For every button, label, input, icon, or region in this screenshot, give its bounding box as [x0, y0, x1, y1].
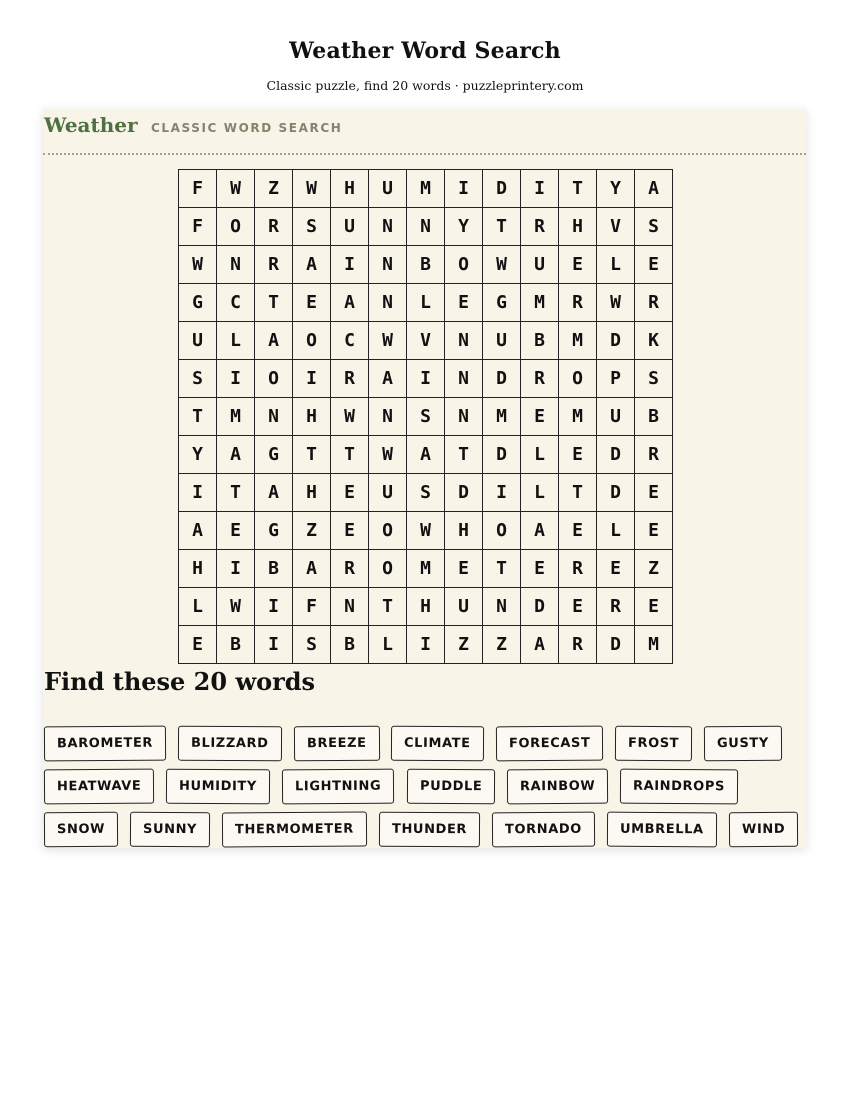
grid-cell[interactable]: A [255, 474, 293, 512]
grid-cell[interactable]: V [597, 208, 635, 246]
grid-cell[interactable]: N [445, 360, 483, 398]
word-chip[interactable]: SUNNY [130, 812, 210, 847]
grid-cell[interactable]: R [521, 360, 559, 398]
grid-cell[interactable]: B [635, 398, 673, 436]
grid-cell[interactable]: T [217, 474, 255, 512]
grid-cell[interactable]: N [369, 398, 407, 436]
word-chip[interactable]: WIND [729, 812, 798, 847]
word-chip[interactable]: LIGHTNING [282, 769, 394, 805]
grid-cell[interactable]: G [179, 284, 217, 322]
grid-cell[interactable]: E [559, 436, 597, 474]
word-chip[interactable]: RAINBOW [507, 769, 609, 805]
grid-cell[interactable]: U [597, 398, 635, 436]
grid-cell[interactable]: E [597, 550, 635, 588]
grid-cell[interactable]: H [179, 550, 217, 588]
word-chip[interactable]: THERMOMETER [222, 811, 367, 847]
grid-cell[interactable]: O [293, 322, 331, 360]
grid-cell[interactable]: S [293, 626, 331, 664]
puzzle-title: Weather [44, 113, 138, 137]
grid-cell[interactable]: D [597, 436, 635, 474]
grid-cell[interactable]: I [407, 626, 445, 664]
grid-cell[interactable]: O [483, 512, 521, 550]
grid-cell[interactable]: D [483, 360, 521, 398]
grid-cell[interactable]: N [331, 588, 369, 626]
grid-cell[interactable]: S [407, 398, 445, 436]
grid-cell[interactable]: E [559, 588, 597, 626]
grid-cell[interactable]: E [521, 550, 559, 588]
grid-cell[interactable]: N [369, 246, 407, 284]
grid-cell[interactable]: N [407, 208, 445, 246]
grid-cell[interactable]: S [293, 208, 331, 246]
grid-cell[interactable]: L [217, 322, 255, 360]
word-row [44, 726, 806, 761]
word-row [44, 769, 806, 804]
grid-cell[interactable]: D [445, 474, 483, 512]
grid-cell[interactable]: I [331, 246, 369, 284]
grid-cell[interactable]: L [369, 626, 407, 664]
word-chip[interactable]: BLIZZARD [178, 726, 282, 762]
grid-cell[interactable]: I [217, 550, 255, 588]
word-list [44, 726, 806, 855]
grid-cell[interactable]: N [255, 398, 293, 436]
grid-cell[interactable]: B [255, 550, 293, 588]
word-chip[interactable]: FORECAST [496, 726, 604, 762]
grid-cell[interactable]: T [483, 550, 521, 588]
grid-cell[interactable]: R [331, 360, 369, 398]
grid-cell[interactable]: H [293, 398, 331, 436]
grid-cell[interactable]: N [445, 398, 483, 436]
grid-cell[interactable]: M [483, 398, 521, 436]
grid-cell[interactable]: R [255, 208, 293, 246]
grid-cell[interactable]: S [635, 360, 673, 398]
grid-cell[interactable]: W [331, 398, 369, 436]
grid-cell[interactable]: O [445, 246, 483, 284]
grid-cell[interactable]: E [559, 512, 597, 550]
grid-cell[interactable]: A [521, 512, 559, 550]
grid-cell[interactable]: U [483, 322, 521, 360]
grid-cell[interactable]: G [483, 284, 521, 322]
grid-cell[interactable]: E [445, 284, 483, 322]
grid-cell[interactable]: R [521, 208, 559, 246]
word-chip[interactable]: RAINDROPS [620, 769, 738, 805]
grid-cell[interactable]: O [255, 360, 293, 398]
word-chip[interactable]: GUSTY [704, 726, 782, 762]
grid-cell[interactable]: M [407, 550, 445, 588]
grid-cell[interactable]: Z [445, 626, 483, 664]
grid-cell[interactable]: H [293, 474, 331, 512]
grid-cell[interactable]: I [217, 360, 255, 398]
grid-cell[interactable]: T [331, 436, 369, 474]
grid-cell[interactable]: H [445, 512, 483, 550]
grid-cell[interactable]: D [597, 322, 635, 360]
word-chip[interactable]: CLIMATE [391, 726, 484, 762]
grid-cell[interactable]: Z [483, 626, 521, 664]
grid-cell[interactable]: R [597, 588, 635, 626]
grid-cell[interactable]: Z [293, 512, 331, 550]
grid-cell[interactable]: I [293, 360, 331, 398]
grid-cell[interactable]: M [521, 284, 559, 322]
grid-cell[interactable]: E [331, 474, 369, 512]
grid-cell[interactable]: A [369, 360, 407, 398]
header-divider [43, 153, 806, 155]
grid-cell[interactable]: Y [179, 436, 217, 474]
grid-cell[interactable]: Y [445, 208, 483, 246]
grid-cell[interactable]: G [255, 512, 293, 550]
grid-cell[interactable]: L [407, 284, 445, 322]
grid-cell[interactable]: A [521, 626, 559, 664]
grid-cell[interactable]: U [521, 246, 559, 284]
grid-cell[interactable]: A [293, 246, 331, 284]
grid-cell[interactable]: N [483, 588, 521, 626]
grid-cell[interactable]: O [369, 550, 407, 588]
grid-cell[interactable]: T [293, 436, 331, 474]
grid-cell[interactable]: E [559, 246, 597, 284]
grid-cell[interactable]: W [369, 436, 407, 474]
word-chip[interactable]: BAROMETER [44, 726, 166, 762]
grid-cell[interactable]: S [179, 360, 217, 398]
grid-cell[interactable]: F [179, 208, 217, 246]
letter-grid [178, 169, 673, 664]
grid-cell[interactable]: T [559, 474, 597, 512]
grid-cell[interactable]: R [635, 284, 673, 322]
grid-cell[interactable]: A [407, 436, 445, 474]
grid-cell[interactable]: E [521, 398, 559, 436]
grid-cell[interactable]: L [521, 474, 559, 512]
puzzle-type-label: CLASSIC WORD SEARCH [151, 121, 343, 135]
grid-cell[interactable]: U [369, 474, 407, 512]
grid-cell[interactable]: I [179, 474, 217, 512]
grid-cell[interactable]: I [445, 170, 483, 208]
grid-cell[interactable]: B [331, 626, 369, 664]
word-list-heading: Find these 20 words [44, 667, 316, 696]
grid-cell[interactable]: R [331, 550, 369, 588]
grid-cell[interactable]: D [521, 588, 559, 626]
grid-cell[interactable]: A [179, 512, 217, 550]
grid-cell[interactable]: R [255, 246, 293, 284]
grid-cell[interactable]: M [407, 170, 445, 208]
grid-cell[interactable]: B [217, 626, 255, 664]
grid-cell[interactable]: E [331, 512, 369, 550]
word-chip[interactable]: BREEZE [293, 726, 379, 762]
grid-cell[interactable]: W [369, 322, 407, 360]
grid-cell[interactable]: T [179, 398, 217, 436]
grid-cell[interactable]: R [635, 436, 673, 474]
grid-cell[interactable]: O [369, 512, 407, 550]
grid-cell[interactable]: O [217, 208, 255, 246]
grid-cell[interactable]: R [559, 550, 597, 588]
grid-cell[interactable]: M [559, 322, 597, 360]
grid-cell[interactable]: S [635, 208, 673, 246]
word-chip[interactable]: PUDDLE [406, 769, 495, 805]
grid-cell[interactable]: M [635, 626, 673, 664]
word-chip[interactable]: TORNADO [492, 812, 595, 848]
grid-cell[interactable]: H [407, 588, 445, 626]
grid-cell[interactable]: M [217, 398, 255, 436]
grid-cell[interactable]: E [635, 512, 673, 550]
panel-header [43, 109, 806, 153]
grid-cell[interactable]: H [331, 170, 369, 208]
grid-cell[interactable]: B [521, 322, 559, 360]
grid-cell[interactable]: B [407, 246, 445, 284]
grid-cell[interactable]: K [635, 322, 673, 360]
grid-cell[interactable]: E [445, 550, 483, 588]
grid-cell[interactable]: I [255, 626, 293, 664]
puzzle-panel [43, 109, 806, 848]
word-chip[interactable]: HUMIDITY [166, 769, 270, 805]
grid-cell[interactable]: L [179, 588, 217, 626]
page-title: Weather Word Search [289, 38, 561, 64]
grid-cell[interactable]: O [559, 360, 597, 398]
grid-cell[interactable]: I [483, 474, 521, 512]
grid-cell[interactable]: E [635, 588, 673, 626]
grid-cell[interactable]: W [483, 246, 521, 284]
grid-cell[interactable]: S [407, 474, 445, 512]
grid-cell[interactable]: W [597, 284, 635, 322]
grid-cell[interactable]: Z [635, 550, 673, 588]
grid-cell[interactable]: N [369, 284, 407, 322]
grid-cell[interactable]: N [445, 322, 483, 360]
grid-cell[interactable]: L [597, 512, 635, 550]
grid-cell[interactable]: T [445, 436, 483, 474]
grid-cell[interactable]: V [407, 322, 445, 360]
grid-cell[interactable]: P [597, 360, 635, 398]
grid-cell[interactable]: R [559, 284, 597, 322]
word-row [44, 812, 806, 847]
grid-cell[interactable]: M [559, 398, 597, 436]
grid-cell[interactable]: W [407, 512, 445, 550]
grid-cell[interactable]: I [255, 588, 293, 626]
grid-cell[interactable]: W [217, 588, 255, 626]
grid-cell[interactable]: H [559, 208, 597, 246]
grid-cell[interactable]: F [293, 588, 331, 626]
grid-cell[interactable]: Y [597, 170, 635, 208]
grid-cell[interactable]: A [635, 170, 673, 208]
grid-cell[interactable]: W [179, 246, 217, 284]
grid-cell[interactable]: D [483, 436, 521, 474]
grid-cell[interactable]: E [635, 474, 673, 512]
grid-cell[interactable]: E [635, 246, 673, 284]
grid-cell[interactable]: A [293, 550, 331, 588]
grid-cell[interactable]: W [217, 170, 255, 208]
grid-cell[interactable]: T [255, 284, 293, 322]
grid-cell[interactable]: G [255, 436, 293, 474]
grid-cell[interactable]: I [521, 170, 559, 208]
grid-cell[interactable]: L [597, 246, 635, 284]
grid-cell[interactable]: F [179, 170, 217, 208]
word-chip[interactable]: HEATWAVE [44, 769, 155, 805]
grid-cell[interactable]: T [559, 170, 597, 208]
page-subtitle: Classic puzzle, find 20 words · puzzleprintery.com [266, 78, 584, 93]
word-chip[interactable]: THUNDER [379, 812, 480, 848]
grid-cell[interactable]: D [597, 626, 635, 664]
word-chip[interactable]: SNOW [44, 812, 118, 848]
grid-cell[interactable]: W [293, 170, 331, 208]
grid-cell[interactable]: Z [255, 170, 293, 208]
grid-cell[interactable]: A [331, 284, 369, 322]
grid-cell[interactable]: A [217, 436, 255, 474]
grid-cell[interactable]: T [483, 208, 521, 246]
grid-cell[interactable]: I [407, 360, 445, 398]
word-chip[interactable]: UMBRELLA [607, 812, 717, 848]
grid-cell[interactable]: U [369, 170, 407, 208]
grid-cell[interactable]: C [217, 284, 255, 322]
grid-cell[interactable]: E [293, 284, 331, 322]
grid-cell[interactable]: D [597, 474, 635, 512]
grid-cell[interactable]: D [483, 170, 521, 208]
word-chip[interactable]: FROST [615, 726, 692, 761]
grid-cell[interactable]: T [369, 588, 407, 626]
grid-cell[interactable]: N [369, 208, 407, 246]
grid-cell[interactable]: L [521, 436, 559, 474]
grid-cell[interactable]: A [255, 322, 293, 360]
grid-cell[interactable]: C [331, 322, 369, 360]
grid-cell[interactable]: U [331, 208, 369, 246]
grid-cell[interactable]: E [179, 626, 217, 664]
grid-cell[interactable]: N [217, 246, 255, 284]
grid-cell[interactable]: U [445, 588, 483, 626]
grid-cell[interactable]: U [179, 322, 217, 360]
grid-cell[interactable]: R [559, 626, 597, 664]
grid-cell[interactable]: E [217, 512, 255, 550]
